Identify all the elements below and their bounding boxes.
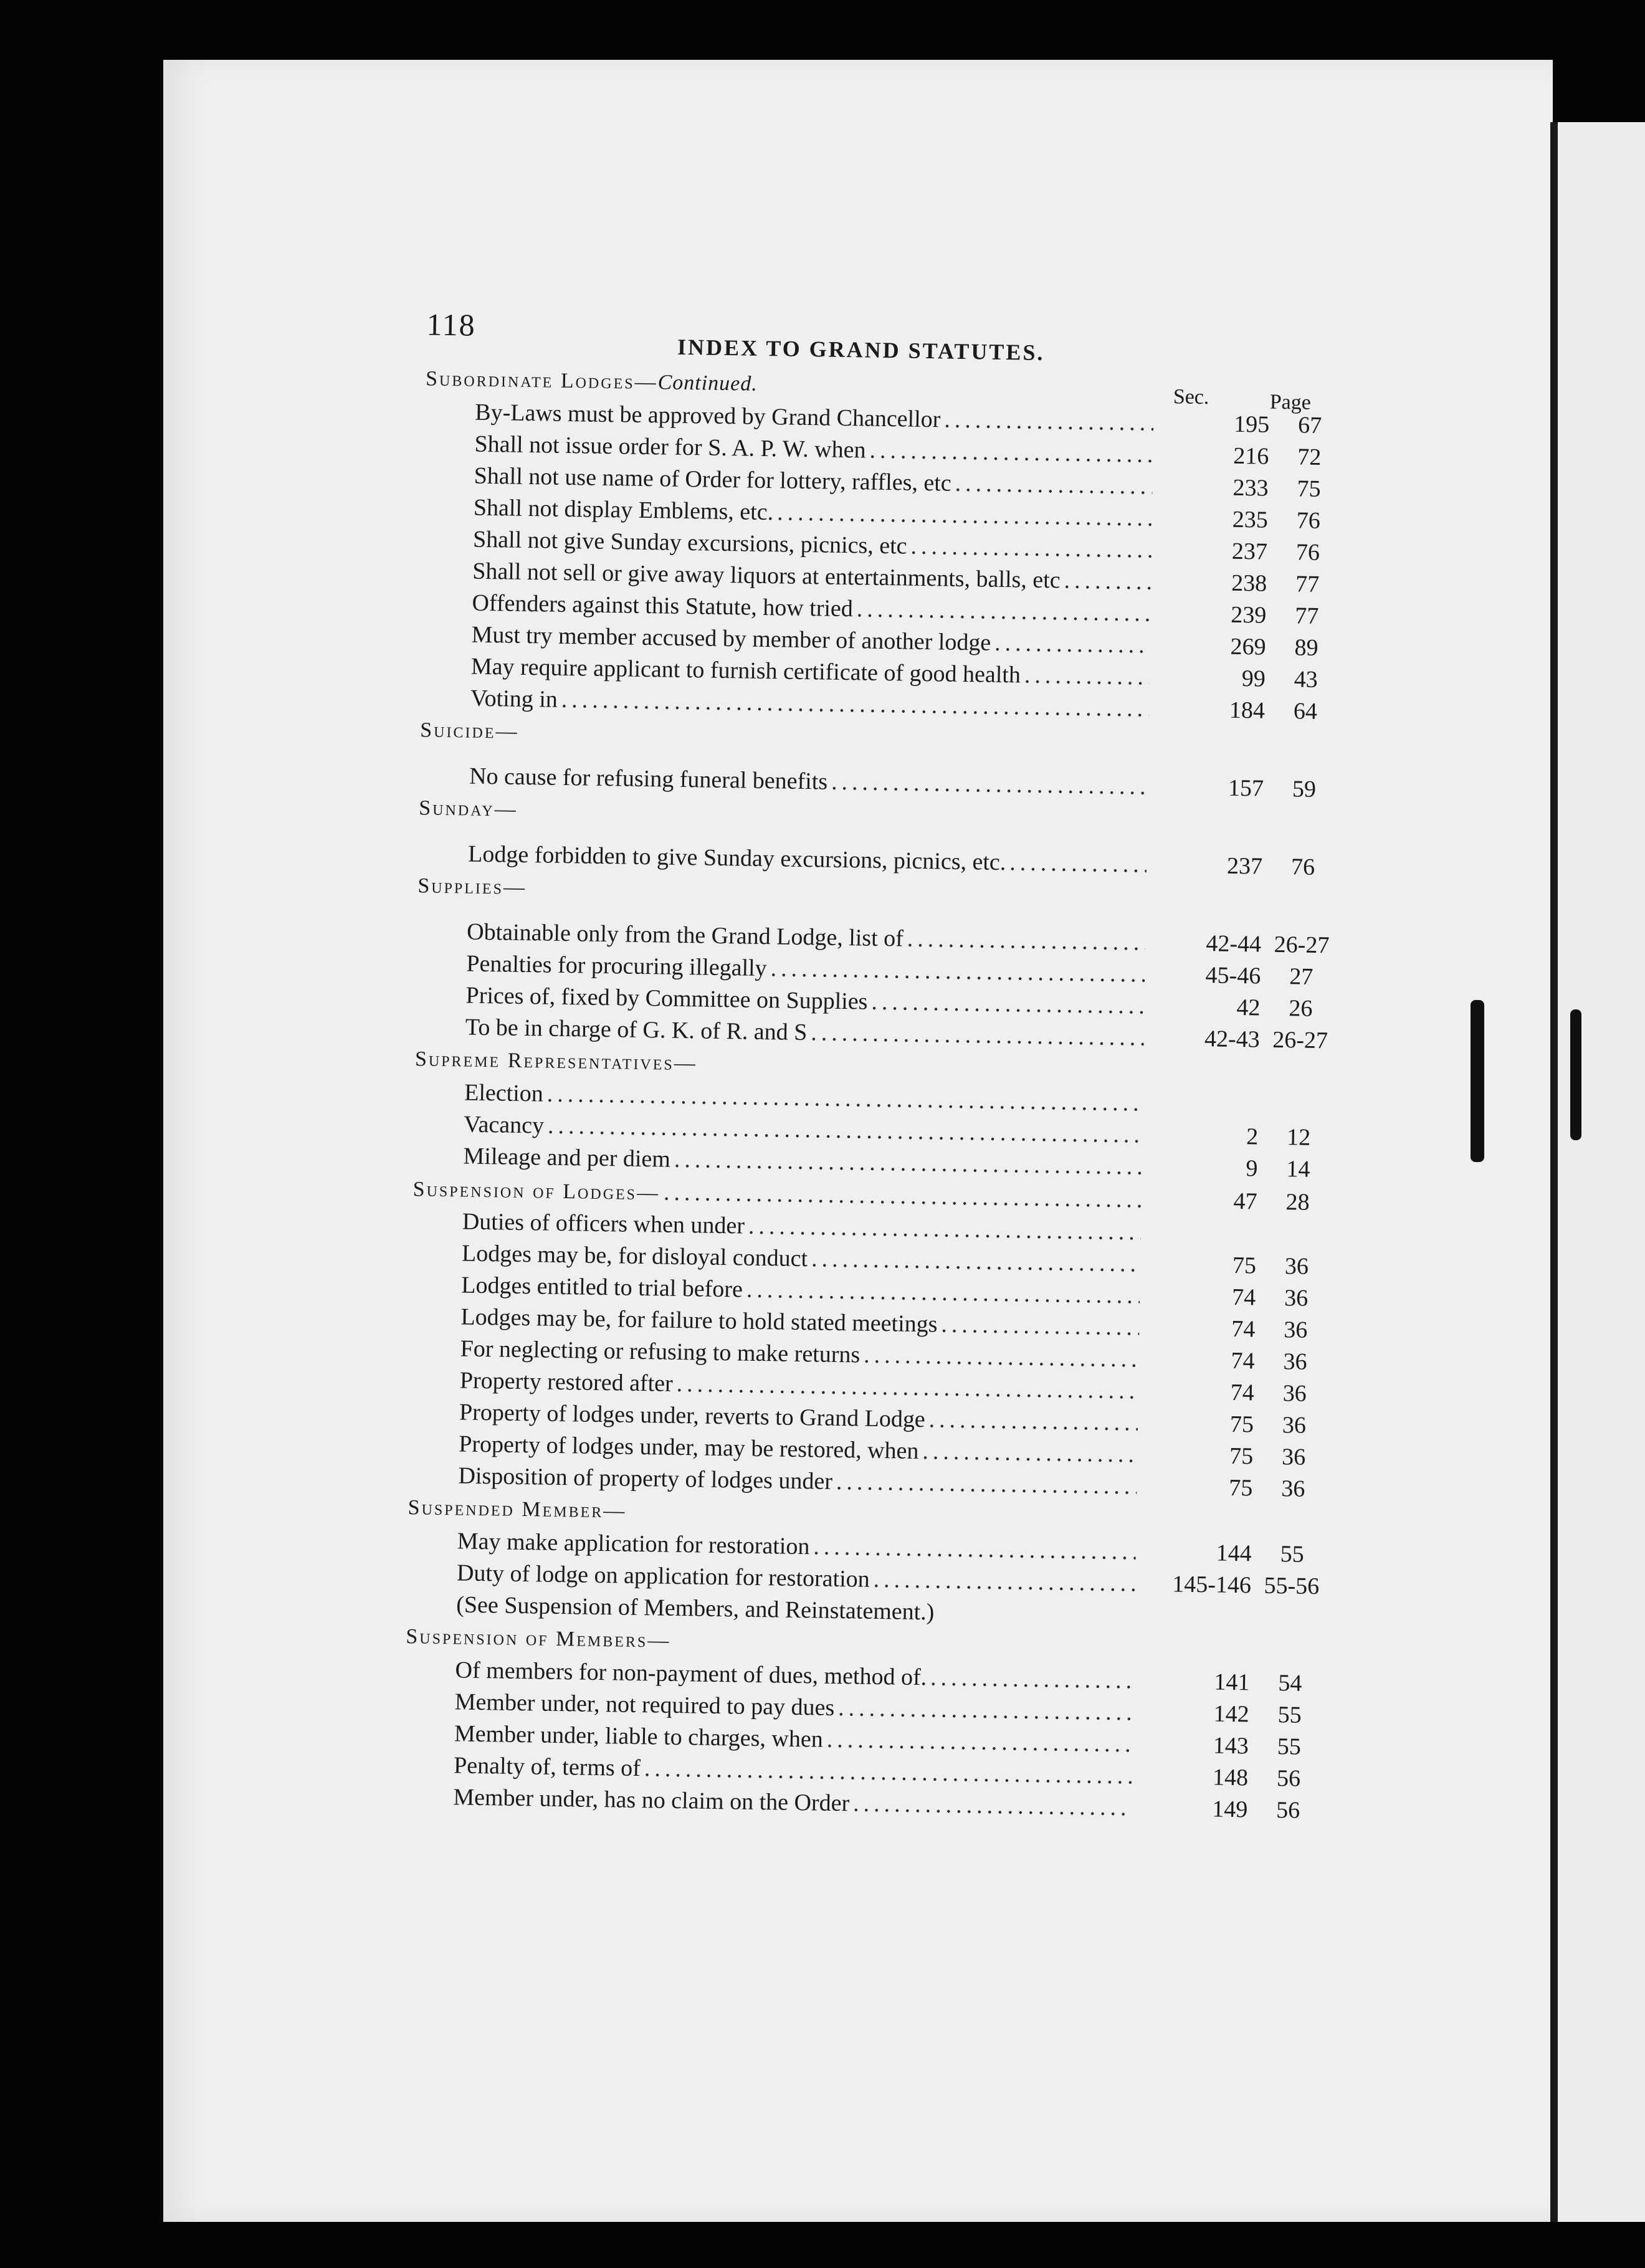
index-entry: May require applicant to furnish certificate of good health ..... 99 43 [365,649,1347,697]
index-entry: By-Laws must be approved by Grand Chancellor ..... 195 67 [369,395,1351,442]
page-number: 118 [426,307,477,343]
index-page-content [347,305,1352,1827]
section-heading: Suspension of Members— [406,1625,671,1652]
index-section-sunday [362,791,1345,884]
index-entry: Property restored after ..... 74 36 [354,1363,1336,1411]
index-entry: Vacancy ..... 2 12 [358,1107,1340,1155]
index-entry: Lodges may be, for disloyal conduct ..... 75 36 [356,1236,1338,1284]
index-entry: Lodges entitled to trial before ..... 74 36 [355,1268,1337,1315]
index-entry: Of members for non-payment of dues, method of. ..... 141 54 [349,1653,1331,1700]
running-title: INDEX TO GRAND STATUTES. [677,334,1045,365]
section-heading: Suspension of Lodges— ..... 47 28 [356,1171,1338,1220]
index-entry: Shall not give Sunday excursions, picnics, etc ..... 237 76 [367,522,1349,569]
index-entry: Shall not issue order for S. A. P. W. when ..... 216 72 [368,427,1350,474]
index-entry: Must try member accused by member of another lodge ..... 269 89 [365,617,1347,665]
index-entry: Penalty of, terms of ..... 148 56 [348,1748,1330,1796]
index-entry: Duty of lodge on application for restoration ..... 145-146 55-56 [351,1556,1333,1603]
index-section-suicide [363,713,1346,806]
index-section-suspension-of-lodges [352,1171,1338,1506]
section-heading: Supreme Representatives— [414,1047,698,1075]
continued-label: Continued. [657,371,758,396]
index-section-supplies [359,869,1343,1057]
cross-reference-note: (See Suspension of Members, and Reinstatement.) [455,1591,935,1626]
index-section-suspension-of-members [347,1619,1332,1827]
index-entry: Property of lodges under, reverts to Grand Lodge ..... 75 36 [353,1395,1335,1442]
index-entry: Mileage and per diem ..... 9 14 [357,1139,1339,1186]
index-entry: Member under, liable to charges, when ..... 143 55 [348,1717,1330,1764]
section-heading: Subordinate Lodges—Continued. [425,367,758,396]
section-heading: Supplies— [417,874,527,900]
index-entry: No cause for refusing funeral benefits ..... 157 59 [363,759,1345,806]
index-entry: Property of lodges under, may be restored, when ..... 75 36 [353,1427,1335,1474]
index-entry: Lodge forbidden to give Sunday excursions, picnics, etc. ..... 237 76 [362,837,1344,884]
column-header-page: Page [1269,390,1312,414]
index-entry: Shall not display Emblems, etc. ..... 235 76 [368,490,1350,538]
index-entry: Shall not use name of Order for lottery, raffles, etc ..... 233 75 [368,459,1350,506]
index-entry: May make application for restoration ..... 144 55 [351,1524,1333,1571]
section-heading: Suicide— [420,718,519,743]
facing-page [1558,122,1645,2222]
index-section-supreme-representatives [357,1042,1340,1186]
index-entry: Lodges may be, for failure to hold stated meetings ..... 74 36 [355,1300,1337,1347]
index-entry: To be in charge of G. K. of R. and S ..... 42-43 26-27 [359,1010,1341,1057]
index-entry: Member under, not required to pay dues ..... 142 55 [348,1685,1330,1732]
index-entry: Disposition of property of lodges under ..... 75 36 [352,1459,1334,1506]
section-heading: Sunday— [419,796,518,821]
page-gutter-edge [1550,122,1558,2222]
binding-hole [1570,1009,1581,1140]
index-entry: Offenders against this Statute, how tried ..... 239 77 [366,586,1348,633]
section-heading: Suspended Member— [408,1496,627,1523]
column-header-sec: Sec. [1173,385,1209,409]
index-entry: For neglecting or refusing to make returns ..... 74 36 [354,1332,1336,1379]
index-entry: Obtainable only from the Grand Lodge, list of ..... 42-44 26-27 [361,915,1343,962]
index-entry: Duties of officers when under ..... [356,1204,1338,1252]
index-section-subordinate-lodges [365,361,1352,728]
index-entry: Election ..... [358,1075,1340,1123]
index-entry: Shall not sell or give away liquors at entertainments, balls, etc ..... 238 77 [366,554,1348,601]
binding-hole [1471,1000,1484,1162]
index-entry: Penalties for procuring illegally ..... 45-46 27 [360,946,1342,994]
index-section-suspended-member [350,1490,1333,1635]
index-entry: Voting in ..... 184 64 [365,681,1347,728]
index-entry: Member under, has no claim on the Order ..... 149 56 [347,1780,1329,1827]
index-entry: Prices of, fixed by Committee on Supplies ..... 42 26 [360,978,1342,1026]
